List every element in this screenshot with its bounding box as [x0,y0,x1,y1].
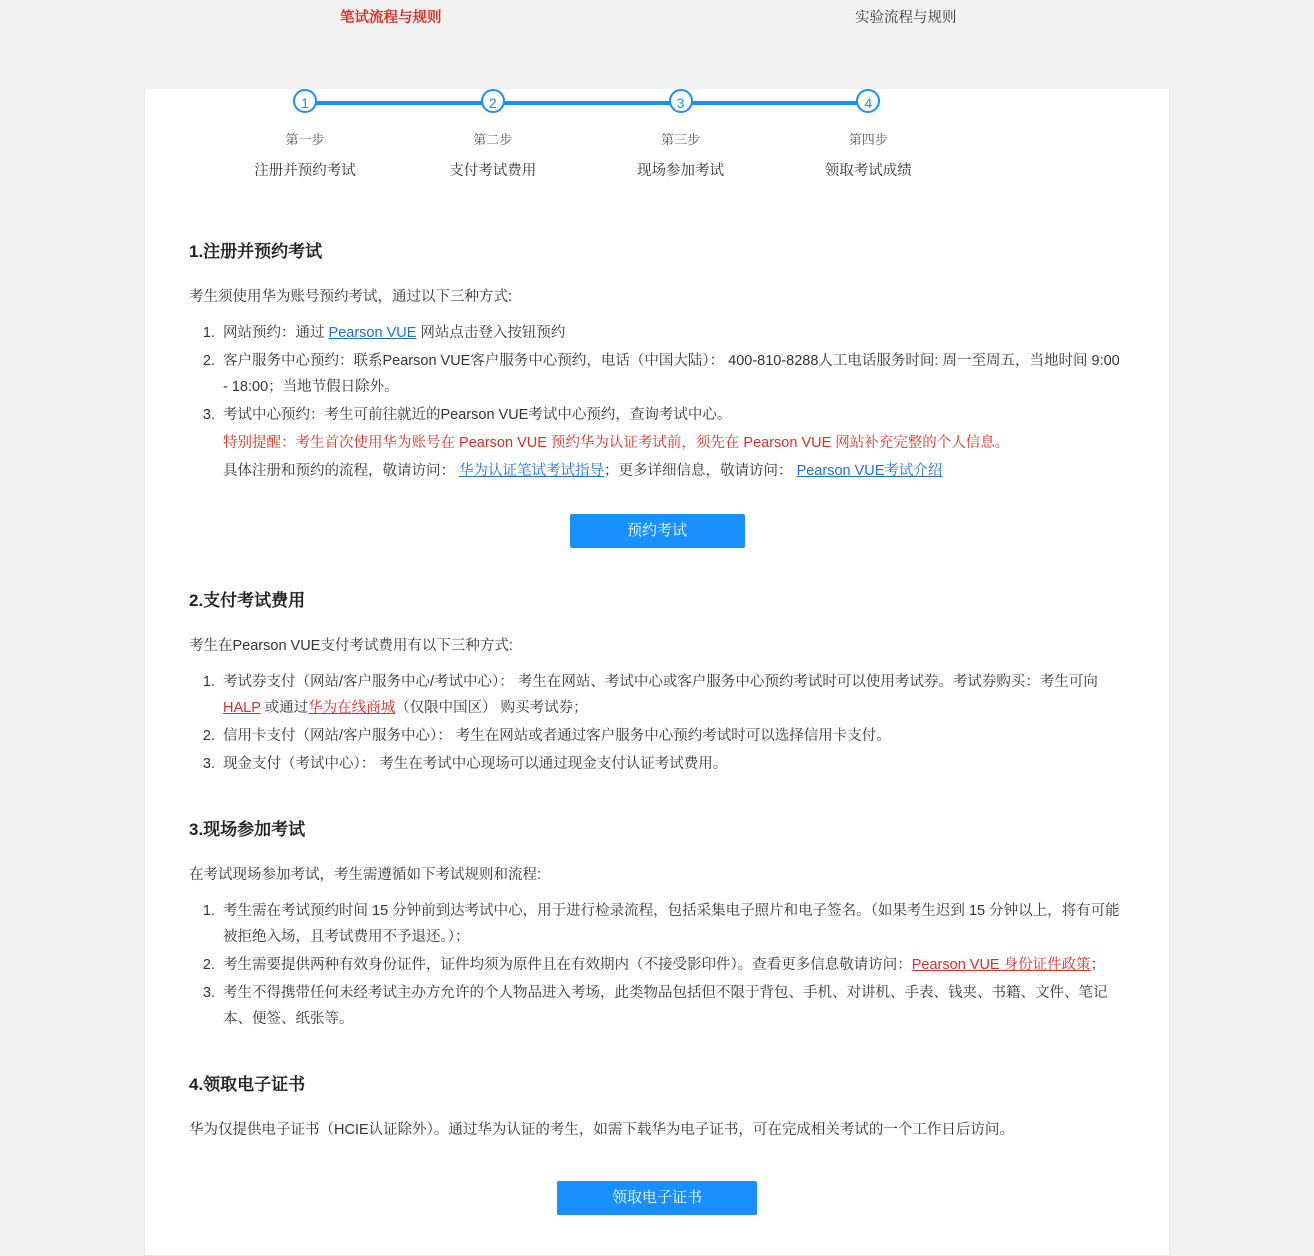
step-3 [669,89,857,117]
section-1-item3-text: 考试中心预约：考生可前往就近的Pearson VUE考试中心预约，查询考试中心。 [223,407,732,423]
halp-link[interactable]: HALP [223,700,261,716]
step-1-title-label: 注册并预约考试 [254,163,356,179]
step-1-index-label: 第一步 [285,132,325,147]
step-3-circle: 3 [669,89,693,113]
section-2-intro: 考生在Pearson VUE支付考试费用有以下三种方式: [189,638,513,654]
section-3-item2-post: ； [1090,957,1106,973]
pearson-vue-exam-intro-link[interactable]: Pearson VUE考试介绍 [796,463,943,479]
get-e-certificate-button[interactable]: 领取电子证书 [557,1181,757,1215]
book-exam-button-wrap [189,514,1125,548]
step-3-title-label: 现场参加考试 [637,163,724,179]
section-4-title: 4.领取电子证书 [189,1075,306,1094]
list-item: 2. 信用卡支付（网站/客户服务中心）： 考生在网站或者通过客户服务中心预约考试时可以选择信用卡支付。 [219,723,1125,749]
step-2-circle: 2 [481,89,505,113]
section-1-intro: 考生须使用华为账号预约考试，通过以下三种方式: [189,289,513,305]
step-3-connector [681,101,869,105]
pearson-vue-id-policy-link[interactable]: Pearson VUE 身份证件政策 [911,957,1091,973]
huawei-written-exam-guide-link[interactable]: 华为认证笔试考试指导 [459,463,605,479]
exam-process-stepper [145,89,1169,199]
step-4-circle: 4 [856,89,880,113]
section-1-alert: 特别提醒：考生首次使用华为账号在 Pearson VUE 预约华为认证考试前，须先在 Pearson VUE 网站补充完整的个人信息。 [223,435,1010,451]
list-item: 1. 考生需在考试预约时间 15 分钟前到达考试中心，用于进行检录流程，包括采集电子照片和电子签名。（如果考生迟到 15 分钟以上，将有可能被拒绝入场，且考试费用不予退还。）； [219,898,1125,950]
step-2 [481,89,669,117]
section-2-item1-mid: 或通过 [260,700,309,716]
step-4-index-label: 第四步 [848,132,888,147]
section-1-more-mid: ；更多详细信息，敬请访问： [604,463,793,479]
section-3-item2-pre: 考生需要提供两种有效身份证件，证件均须为原件且在有效期内（不接受影印件）。查看更多信息敬请访问： [223,957,912,973]
step-2-index-label: 第二步 [473,132,513,147]
main-card [144,89,1170,1256]
section-3-intro: 在考试现场参加考试，考生需遵循如下考试规则和流程: [189,867,542,883]
section-3-list [189,898,1125,1032]
content-area [145,237,1169,1215]
pearson-vue-link[interactable]: Pearson VUE [328,325,417,341]
tab-written-exam-rules[interactable]: 笔试流程与规则 [340,10,442,26]
section-3-title: 3.现场参加考试 [189,820,306,839]
section-2-item1-post: （仅限中国区） 购买考试券； [395,700,588,716]
step-1 [293,89,481,117]
section-1-more-pre: 具体注册和预约的流程，敬请访问： [223,463,455,479]
section-4-para: 华为仅提供电子证书（HCIE认证除外）。通过华为认证的考生，如需下载华为电子证书，可在完成相关考试的一个工作日后访问。 [189,1122,1014,1138]
step-2-connector [493,101,681,105]
step-4 [856,89,1044,117]
tab-lab-exam-rules[interactable]: 实验流程与规则 [855,10,957,26]
step-2-title-label: 支付考试费用 [449,163,537,179]
step-4-title-label: 领取考试成绩 [824,163,912,179]
section-1-title: 1.注册并预约考试 [189,242,323,261]
section-2-item1-pre: 考试券支付（网站/客户服务中心/考试中心）： 考生在网站、考试中心或客户服务中心预约考试时可以使用考试券。考试券购买：考生可向 [223,674,1098,690]
section-2-list [189,669,1125,777]
section-1-more-info [223,458,1125,484]
book-exam-button[interactable]: 预约考试 [570,514,745,548]
list-item: 3. 考生不得携带任何未经考试主办方允许的个人物品进入考场，此类物品包括但不限于背包、手机、对讲机、手表、钱夹、书籍、文件、笔记本、便签、纸张等。 [219,980,1125,1032]
get-certificate-button-wrap [189,1181,1125,1215]
section-1-item1-pre: 网站预约：通过 [223,325,329,341]
step-1-circle: 1 [293,89,317,113]
list-item: 3. 现金支付（考试中心）： 考生在考试中心现场可以通过现金支付认证考试费用。 [219,751,1125,777]
list-item: 2. 客户服务中心预约：联系Pearson VUE客户服务中心预约，电话（中国大陆）： 400-810-8288人工电话服务时间: 周一至周五，当地时间 9:00 - 18:00；当地节假日除外。 [219,348,1125,400]
huawei-online-store-link[interactable]: 华为在线商城 [308,700,396,716]
list-item [219,952,1125,978]
list-item [219,669,1125,721]
stepper-circles-row [293,89,1044,117]
list-item [219,402,1125,484]
tab-bar [0,0,1314,31]
section-1-list [189,320,1125,484]
list-item [219,320,1125,346]
step-1-connector [305,101,493,105]
step-3-index-label: 第三步 [660,132,701,147]
section-2-title: 2.支付考试费用 [189,591,306,610]
section-1-item1-post: 网站点击登入按钮预约 [416,325,566,341]
